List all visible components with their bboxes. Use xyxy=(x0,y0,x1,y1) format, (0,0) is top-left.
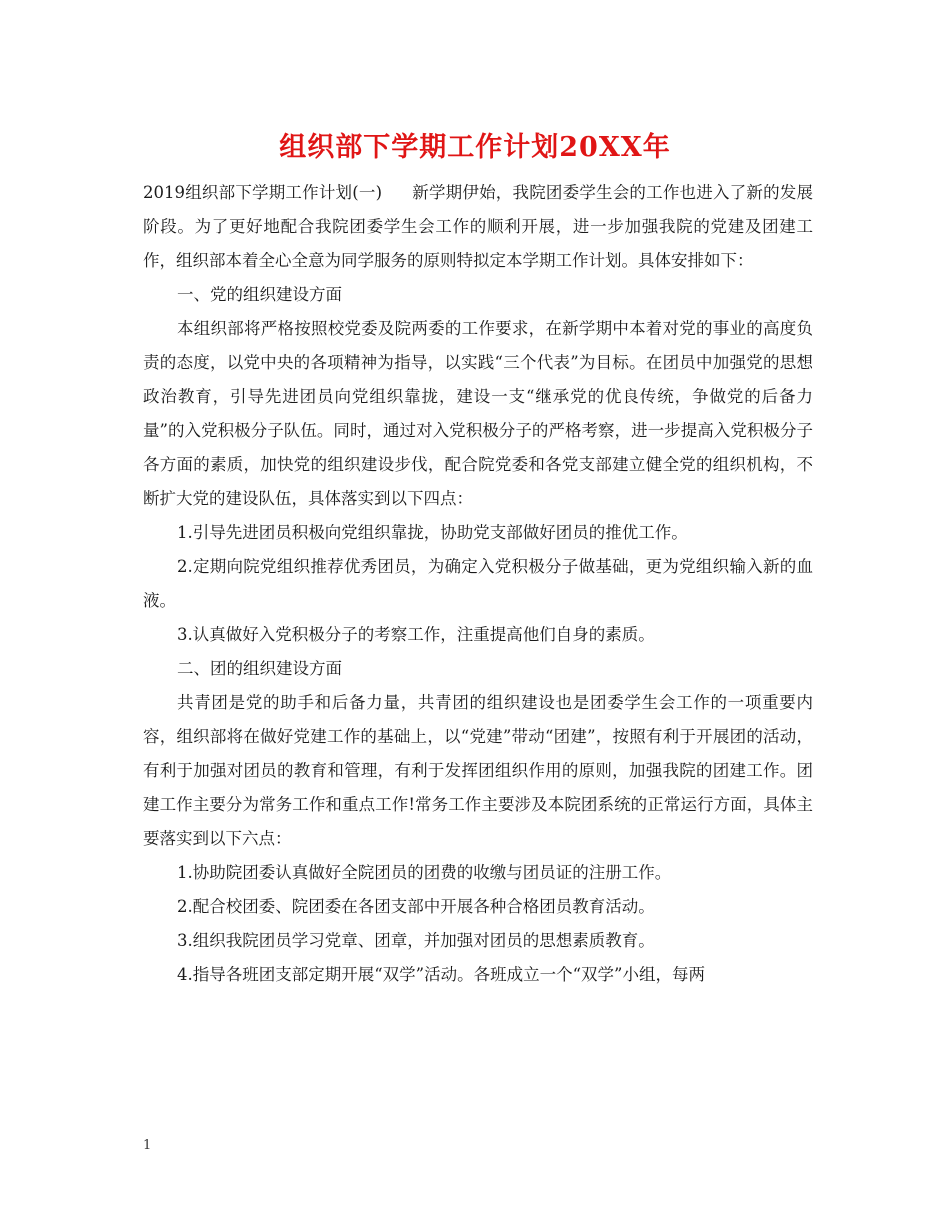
paragraph-party-organization: 本组织部将严格按照校党委及院两委的工作要求，在新学期中本着对党的事业的高度负责的态度，以党中央的各项精神为指导，以实践“三个代表”为目标。在团员中加强党的思想政治教育，引导先进团员向党组织靠拢，建设一支“继承党的优良传统，争做党的后备力量”的入党积极分子队伍。同时，通过对入党积极分子的严格考察，进一步提高入党积极分子各方面的素质，加快党的组织建设步伐，配合院党委和各党支部建立健全党的组织机构，不断扩大党的建设队伍，具体落实到以下四点： xyxy=(143,319,813,508)
list-item-league-2: 2.配合校团委、院团委在各团支部中开展各种合格团员教育活动。 xyxy=(177,897,655,916)
intro-heading: 2019组织部下学期工作计划(一) xyxy=(143,183,383,202)
document-title: 组织部下学期工作计划20XX年 xyxy=(279,132,671,163)
list-item-league-3: 3.组织我院团员学习党章、团章，并加强对团员的思想素质教育。 xyxy=(177,931,655,950)
list-item-party-2: 2.定期向院党组织推荐优秀团员，为确定入党积极分子做基础，更为党组织输入新的血液。 xyxy=(143,557,813,610)
list-item-league-4: 4.指导各班团支部定期开展“双学”活动。各班成立一个“双学”小组，每两 xyxy=(177,965,705,984)
paragraph-league-organization: 共青团是党的助手和后备力量，共青团的组织建设也是团委学生会工作的一项重要内容，组织部将在做好党建工作的基础上，以“党建”带动“团建”，按照有利于开展团的活动，有利于加强对团员的教育和管理，有利于发挥团组织作用的原则，加强我院的团建工作。团建工作主要分为常务工作和重点工作!常务工作主要涉及本院团系统的正常运行方面，具体主要落实到以下六点： xyxy=(143,693,813,848)
list-item-party-3: 3.认真做好入党积极分子的考察工作，注重提高他们自身的素质。 xyxy=(177,625,655,644)
intro-text: 新学期伊始，我院团委学生会的工作也进入了新的发展阶段。为了更好地配合我院团委学生会工作的顺利开展，进一步加强我院的党建及团建工作，组织部本着全心全意为同学服务的原则特拟定本学期工作计划。具体安排如下： xyxy=(143,183,813,270)
page-number: 1 xyxy=(143,1138,152,1153)
section-heading-party: 一、党的组织建设方面 xyxy=(177,285,342,304)
intro-paragraph xyxy=(143,176,813,278)
list-item-party-1: 1.引导先进团员积极向党组织靠拢，协助党支部做好团员的推优工作。 xyxy=(177,523,688,542)
section-heading-league: 二、团的组织建设方面 xyxy=(177,659,342,678)
document-body xyxy=(143,176,813,992)
list-item-league-1: 1.协助院团委认真做好全院团员的团费的收缴与团员证的注册工作。 xyxy=(177,863,672,882)
